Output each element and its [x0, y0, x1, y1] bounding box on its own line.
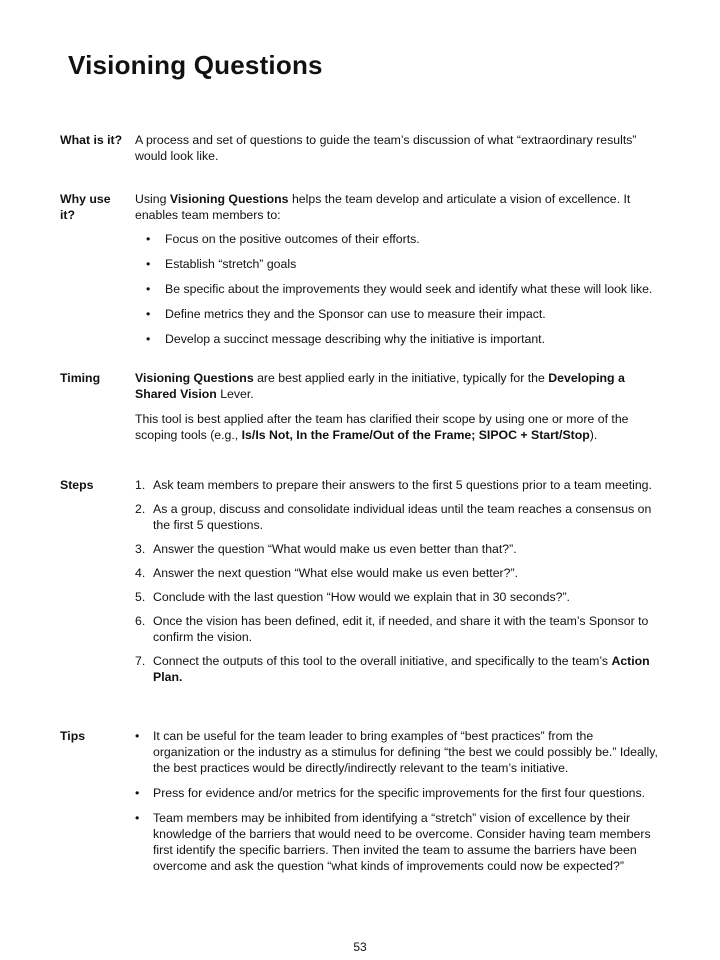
list-item: 1. Ask team members to prepare their answers to the first 5 questions prior to a team meeting. [135, 478, 652, 492]
list-item: • Press for evidence and/or metrics for the specific improvements for the first four questions. [135, 785, 660, 801]
action-plan-bold: Action Plan. [153, 654, 650, 684]
section-content-why [135, 191, 660, 356]
list-item: • It can be useful for the team leader to bring examples of “best practices” from the organization or the industry as a stimulus for defining “the best we could possibly be.” Ideally, the best practices would be directly/indirectly relevant to the team’s initiative. [135, 728, 660, 776]
section-content-tips [135, 728, 660, 883]
page-title: Visioning Questions [68, 50, 323, 80]
list-item: 4. Answer the next question “What else would make us even better?”. [135, 566, 518, 580]
section-content-timing [135, 370, 660, 452]
section-content-what [135, 132, 660, 173]
page-number: 53 [353, 940, 367, 954]
tips-bullet-list [135, 728, 660, 874]
section-label-timing: Timing [60, 371, 101, 385]
timing-p2-text: This tool is best applied after the team has clarified their scope by using one or more of the scoping tools (e.g., [135, 412, 629, 442]
timing-text-end: Lever. [216, 387, 254, 401]
timing-paragraph-1 [135, 370, 660, 402]
list-item: 5. Conclude with the last question “How would we explain that in 30 seconds?”. [135, 590, 570, 604]
list-item: 7. Connect the outputs of this tool to the overall initiative, and specifically to the team’s Action Plan. [135, 654, 650, 684]
timing-paragraph-2 [135, 411, 660, 443]
list-item: 3. Answer the question “What would make us even better than that?”. [135, 542, 517, 556]
list-item: 6. Once the vision has been defined, edit it, if needed, and share it with the team’s Sponsor to confirm the vision. [135, 614, 649, 644]
list-item: 2. As a group, discuss and consolidate individual ideas until the team reaches a consensus on the first 5 questions. [135, 502, 652, 532]
what-description: A process and set of questions to guide the team’s discussion of what “extraordinary results” would look like. [135, 133, 637, 163]
steps-list [135, 477, 660, 685]
why-intro-text-end: helps the team develop and articulate a vision of excellence. It enables team members to: [135, 192, 631, 222]
why-intro-text: Using [135, 192, 170, 206]
list-item: • Develop a succinct message describing why the initiative is important. [135, 331, 660, 347]
why-intro-bold: Visioning Questions [169, 192, 289, 206]
section-content-steps [135, 477, 660, 693]
section-label-what: What is it? [60, 133, 123, 147]
section-label-steps: Steps [60, 478, 94, 492]
section-label-tips: Tips [60, 729, 86, 743]
list-item: • Establish “stretch” goals [135, 256, 660, 272]
why-intro [135, 191, 660, 223]
list-item: • Team members may be inhibited from identifying a “stretch” vision of excellence by their knowledge of the barriers that would need to be overcome. Consider having team members first identify the specific barriers. Then invited the team to assume the barriers have been overcome and ask the question “what kinds of improvements could now be expected?” [135, 810, 660, 874]
timing-p2-end: ). [589, 428, 598, 442]
why-bullet-list [135, 231, 660, 347]
section-label-why: Why use it? [60, 192, 111, 222]
timing-bold-lever: Developing a Shared Vision [135, 371, 625, 401]
list-item: • Focus on the positive outcomes of their efforts. [135, 231, 660, 247]
list-item: • Define metrics they and the Sponsor can use to measure their impact. [135, 306, 660, 322]
list-item: • Be specific about the improvements they would seek and identify what these will look like. [135, 281, 660, 297]
timing-p2-bold: Is/Is Not, In the Frame/Out of the Frame; SIPOC + Start/Stop [241, 428, 590, 442]
timing-text: are best applied early in the initiative, typically for the [253, 371, 549, 385]
timing-bold-tool: Visioning Questions [135, 371, 254, 385]
